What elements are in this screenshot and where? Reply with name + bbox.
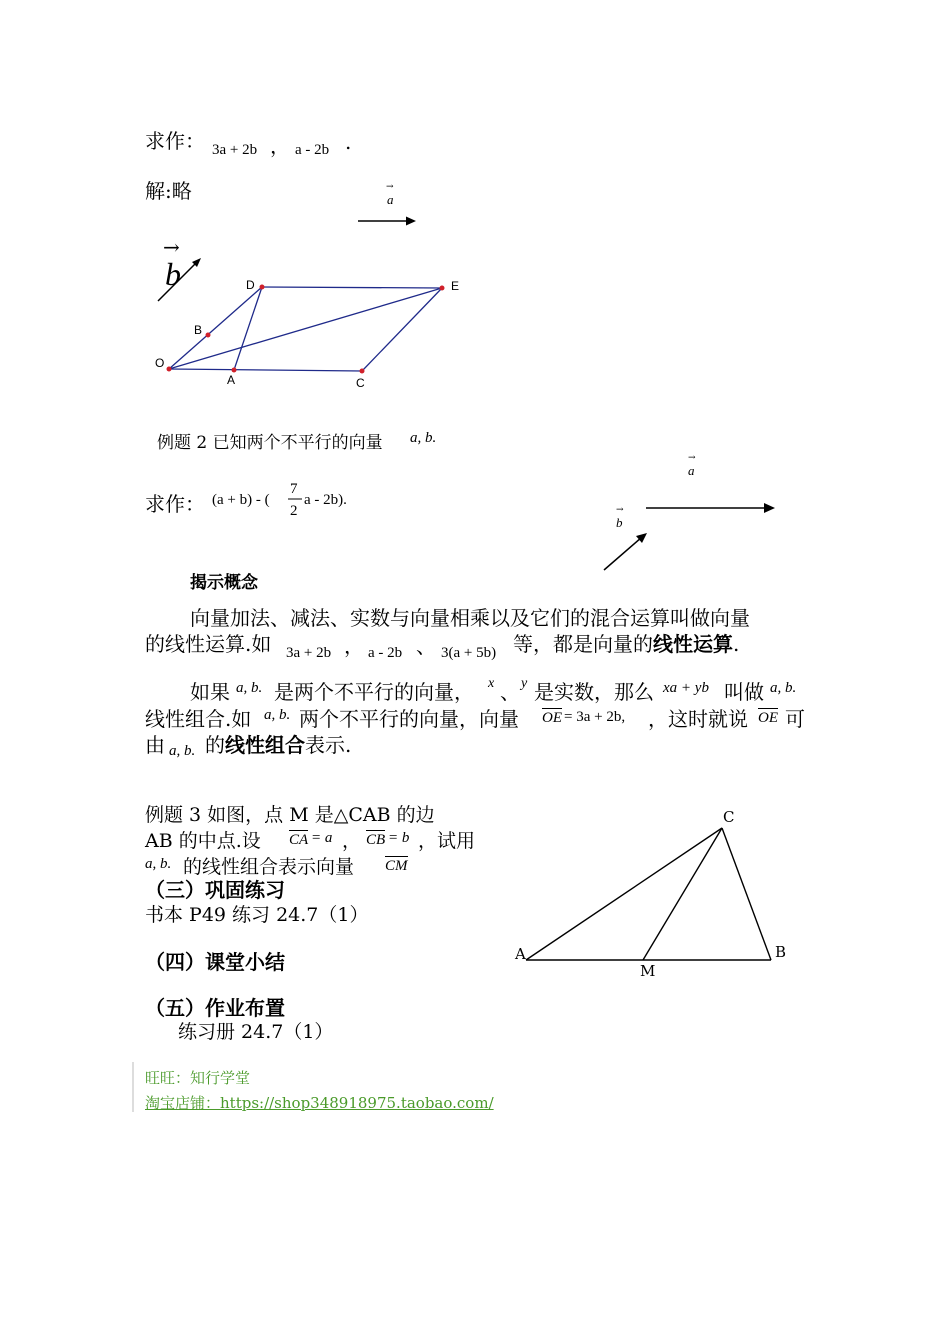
section3-body: 书本 P49 练习 24.7（1） [145, 904, 369, 926]
example3-line1: 例题 3 如图，点 M 是△CAB 的边 [145, 804, 435, 826]
label-C: C [356, 376, 365, 390]
fig1-vec-a-label: a [387, 192, 394, 207]
concept-p1-sep2: 、 [416, 634, 436, 658]
concept-p3-t3: ，这时就说 [648, 707, 748, 731]
example3-cm: CM [385, 858, 408, 874]
fig1-vec-a-arrowmark: → [386, 182, 394, 192]
fig1-vec-b-arrowmark: → [163, 235, 180, 259]
label-B-triangle: B [775, 943, 787, 961]
concept-p3-t2: 两个不平行的向量，向量 [299, 707, 519, 731]
example3-line2-t2: ，试用 [418, 830, 476, 852]
concept-p1-text3: 等，都是向量的 [513, 632, 653, 656]
label-E: E [451, 279, 460, 293]
concept-p1-expr2: a - 2b [368, 645, 403, 661]
label-A: A [227, 373, 236, 387]
section3-title: （三）巩固练习 [145, 878, 285, 902]
example2-vectors: a, b. [410, 430, 437, 446]
concept-p4-t3: 表示. [305, 733, 352, 757]
concept-p3-t1: 线性组合.如 [145, 707, 252, 731]
concept-p2-t1: 如果 [190, 680, 230, 704]
concept-p4-ab: a, b. [169, 743, 196, 759]
example3-ca: CA [289, 832, 309, 848]
concept-p4-t1: 由 [145, 733, 165, 757]
example3-ab: a, b. [145, 856, 172, 872]
concept-p2-xy: xa + yb [663, 680, 709, 696]
example3-line3-t1: 的线性组合表示向量 [183, 856, 355, 878]
label-D: D [246, 278, 255, 292]
concept-p1-sep1: ， [344, 634, 364, 658]
concept-p1-line1: 向量加法、减法、实数与向量相乘以及它们的混合运算叫做向量 [190, 606, 750, 630]
label-B: B [194, 323, 203, 337]
footer-taobao-link[interactable]: 淘宝店铺：https://shop348918975.taobao.com/ [145, 1094, 494, 1112]
section4-title: （四）课堂小结 [145, 950, 285, 974]
example2-vec-b-arrowmark: → [616, 505, 624, 515]
concept-p3-oe: OE [542, 710, 562, 726]
label-O: O [155, 356, 165, 370]
concept-p1-line2: 的线性运算.如 [145, 632, 272, 656]
example2-vec-b-label: b [616, 515, 623, 530]
footer-wangwang: 旺旺：知行学堂 [145, 1069, 251, 1087]
label-C-triangle: C [723, 808, 735, 826]
solution-text: 解:略 [145, 179, 192, 203]
concept-p2-x: x [488, 676, 495, 691]
concept-p1-end: . [733, 632, 740, 656]
qiuzuo-label-1: 求作： [145, 129, 205, 153]
concept-p3-ab: a, b. [264, 707, 291, 723]
concept-p3-eq: = 3a + 2b, [564, 709, 626, 725]
concept-p1-bold: 线性运算 [653, 632, 733, 656]
section5-title: （五）作业布置 [145, 996, 285, 1020]
example2-frac-den: 2 [290, 503, 298, 519]
concept-p2-ab: a, b. [236, 680, 263, 696]
example2-vec-a-arrowmark: → [688, 453, 696, 463]
concept-p2-t2: 是两个不平行的向量， [274, 680, 474, 704]
example2-vec-a-label: a [688, 463, 695, 478]
example3-sep: ， [342, 830, 362, 852]
concept-p2-y: y [521, 676, 528, 691]
example2-title: 例题 2 已知两个不平行的向量 [157, 433, 383, 453]
example2-expr-part2: a - 2b). [304, 492, 347, 508]
concept-heading: 揭示概念 [190, 573, 258, 593]
example3-cb: CB [366, 832, 386, 848]
expr-3a-plus-2b: 3a + 2b [212, 142, 258, 158]
concept-p2-t5: 叫做 [724, 680, 764, 704]
concept-p3-oe2: OE [758, 710, 778, 726]
example2-frac-num: 7 [290, 481, 298, 497]
label-A-triangle: A [515, 945, 526, 963]
example3-eq2: = b [388, 830, 410, 846]
concept-p2-ab2: a, b. [770, 680, 797, 696]
example2-qiuzuo-label: 求作： [145, 492, 205, 516]
concept-p1-expr1: 3a + 2b [286, 645, 332, 661]
period: . [345, 130, 352, 154]
example2-expr-part1: (a + b) - ( [212, 492, 270, 508]
concept-p1-expr3: 3(a + 5b) [441, 645, 497, 661]
comma: ， [270, 134, 290, 158]
concept-p2-t3: 、 [500, 680, 520, 704]
example3-eq1: = a [311, 830, 333, 846]
expr-a-minus-2b: a - 2b [295, 142, 330, 158]
section5-body: 练习册 24.7（1） [178, 1021, 334, 1043]
fig1-vec-b-label: b [165, 256, 181, 292]
concept-p3-t4: 可 [785, 707, 805, 731]
concept-p4-bold: 线性组合 [225, 733, 305, 757]
concept-p4-t2: 的 [205, 733, 225, 757]
concept-p2-t4: 是实数，那么 [534, 680, 654, 704]
example3-line2-t1: AB 的中点.设 [145, 830, 261, 852]
label-M-triangle: M [640, 962, 656, 980]
